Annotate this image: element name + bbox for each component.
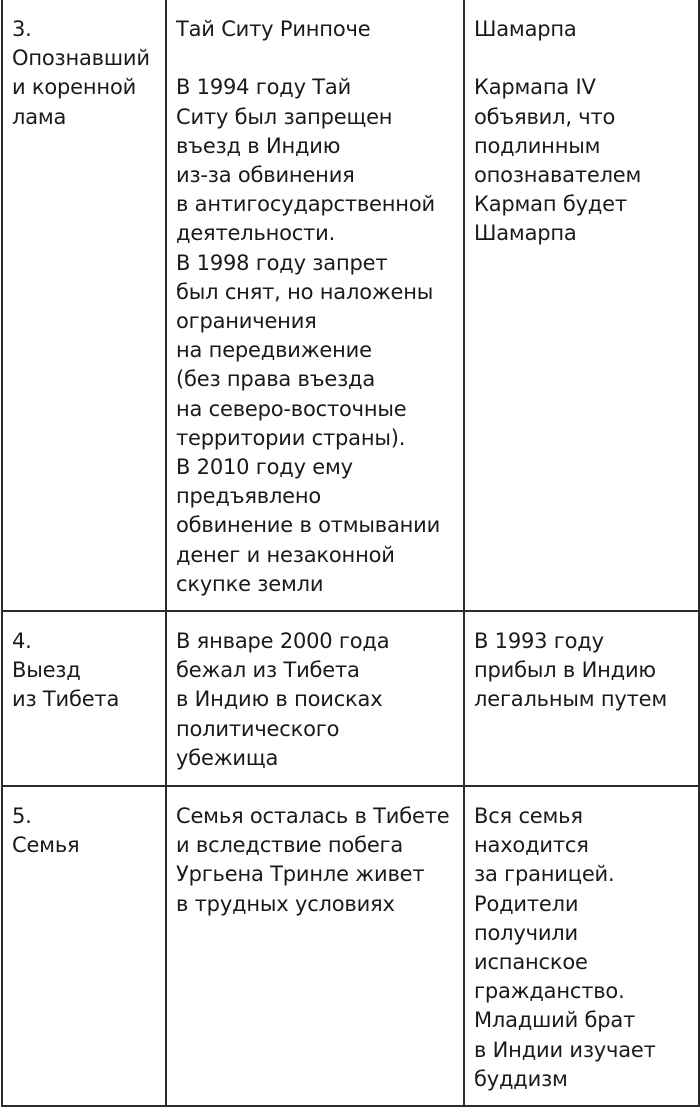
- comparison-table: [1, 0, 700, 1107]
- karmapa-trinley-cell: В 1993 году прибыл в Индию легальным путем: [464, 611, 699, 786]
- karmapa-urgyen-cell: Семья осталась в Тибете и вследствие побега Ургьена Тринле живет в трудных условиях: [166, 786, 464, 1106]
- karmapa-urgyen-cell: В январе 2000 года бежал из Тибета в Индию в поисках политического убежища: [166, 611, 464, 786]
- row-label-cell: 4. Выезд из Тибета: [2, 611, 166, 786]
- karmapa-trinley-cell: Шамарпа Кармапа IV объявил, что подлинным опознавателем Кармап будет Шамарпа: [464, 0, 699, 611]
- karmapa-trinley-cell: Вся семья находится за границей. Родители получили испанское гражданство. Младший брат в Индии изучает буддизм: [464, 786, 699, 1106]
- row-label-cell: 3. Опознавший и коренной лама: [2, 0, 166, 611]
- table-row: [2, 0, 699, 611]
- table-row: [2, 786, 699, 1106]
- table-row: [2, 611, 699, 786]
- karmapa-urgyen-cell: Тай Ситу Ринпоче В 1994 году Тай Ситу был запрещен въезд в Индию из-за обвинения в антигосударственной деятельности. В 1998 году запрет был снят, но наложены ограничения на передвижение (без права въезда на северо-восточные территории страны). В 2010 году ему предъявлено обвинение в отмывании денег и незаконной скупке земли: [166, 0, 464, 611]
- row-label-cell: 5. Семья: [2, 786, 166, 1106]
